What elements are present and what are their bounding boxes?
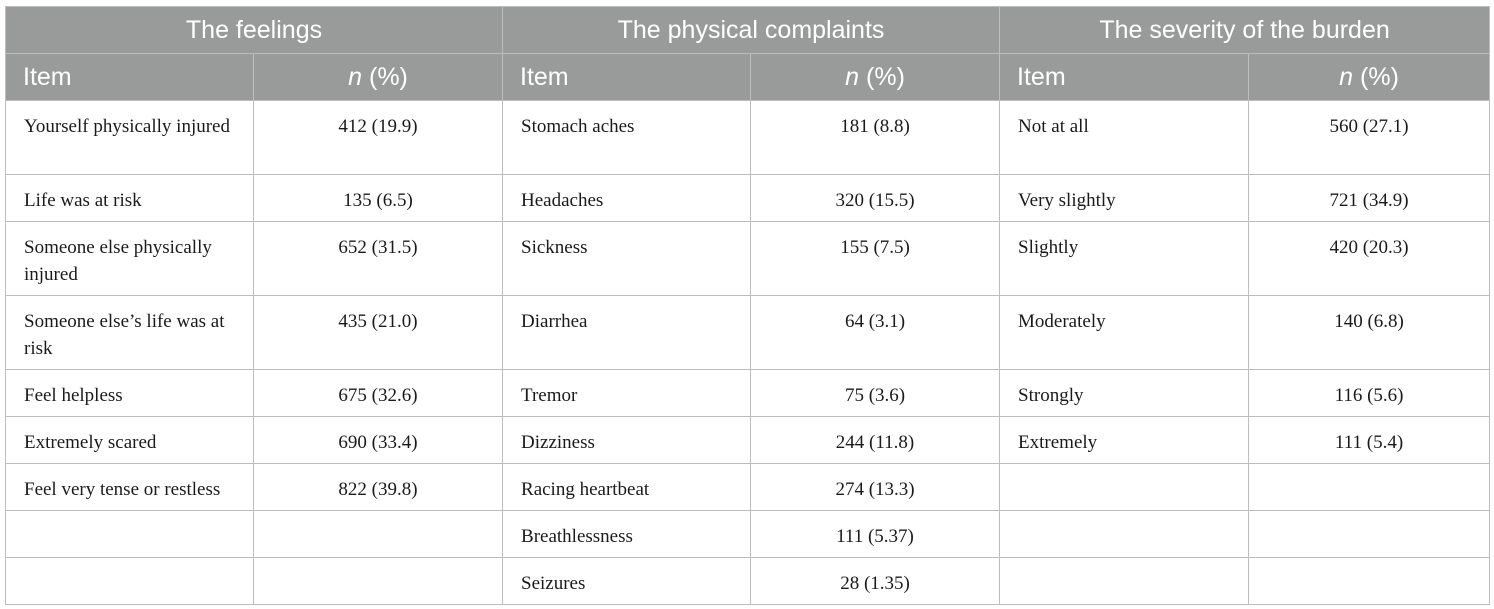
feelings-item-cell: Someone else physically injured: [6, 222, 254, 296]
feelings-n-cell: 675 (32.6): [254, 370, 503, 417]
table-row: [6, 101, 1490, 175]
table-row: [6, 511, 1490, 558]
complaints-item-cell: Stomach aches: [503, 101, 751, 175]
complaints-item-cell: Dizziness: [503, 417, 751, 464]
complaints-item-cell: Racing heartbeat: [503, 464, 751, 511]
feelings-item-cell: Feel very tense or restless: [6, 464, 254, 511]
severity-n-cell: [1249, 511, 1490, 558]
feelings-item-cell: [6, 511, 254, 558]
feelings-item-cell: Yourself physically injured: [6, 101, 254, 175]
complaints-item-cell: Headaches: [503, 175, 751, 222]
feelings-item-cell: Someone else’s life was at risk: [6, 296, 254, 370]
column-header-row: [6, 54, 1490, 101]
severity-n-cell: 420 (20.3): [1249, 222, 1490, 296]
column-header-pct: (%): [362, 62, 408, 91]
severity-n-cell: 116 (5.6): [1249, 370, 1490, 417]
column-header-n-pct: [1249, 54, 1490, 101]
group-header-feelings: The feelings: [6, 7, 503, 54]
feelings-item-cell: [6, 558, 254, 605]
complaints-n-cell: 75 (3.6): [751, 370, 1000, 417]
column-header-n-pct: [751, 54, 1000, 101]
severity-item-cell: [1000, 558, 1249, 605]
table-row: [6, 296, 1490, 370]
severity-n-cell: 140 (6.8): [1249, 296, 1490, 370]
severity-item-cell: Not at all: [1000, 101, 1249, 175]
severity-n-cell: 111 (5.4): [1249, 417, 1490, 464]
complaints-item-cell: Tremor: [503, 370, 751, 417]
complaints-item-cell: Diarrhea: [503, 296, 751, 370]
column-header-pct: (%): [1353, 62, 1399, 91]
complaints-item-cell: Seizures: [503, 558, 751, 605]
complaints-n-cell: 64 (3.1): [751, 296, 1000, 370]
severity-item-cell: Moderately: [1000, 296, 1249, 370]
feelings-item-cell: Feel helpless: [6, 370, 254, 417]
feelings-n-cell: 435 (21.0): [254, 296, 503, 370]
feelings-item-cell: Extremely scared: [6, 417, 254, 464]
severity-item-cell: [1000, 511, 1249, 558]
column-header-item: Item: [503, 54, 751, 101]
feelings-n-cell: 690 (33.4): [254, 417, 503, 464]
feelings-n-cell: [254, 558, 503, 605]
table-row: [6, 175, 1490, 222]
severity-n-cell: 721 (34.9): [1249, 175, 1490, 222]
feelings-n-cell: 412 (19.9): [254, 101, 503, 175]
severity-item-cell: Slightly: [1000, 222, 1249, 296]
table-row: [6, 370, 1490, 417]
severity-item-cell: Very slightly: [1000, 175, 1249, 222]
column-header-n: n: [845, 62, 860, 91]
column-header-n: n: [348, 62, 363, 91]
table-body: [6, 101, 1490, 605]
column-header-n-pct: [254, 54, 503, 101]
severity-n-cell: [1249, 558, 1490, 605]
complaints-n-cell: 320 (15.5): [751, 175, 1000, 222]
complaints-n-cell: 28 (1.35): [751, 558, 1000, 605]
feelings-n-cell: [254, 511, 503, 558]
complaints-n-cell: 155 (7.5): [751, 222, 1000, 296]
severity-item-cell: [1000, 464, 1249, 511]
feelings-item-cell: Life was at risk: [6, 175, 254, 222]
column-header-n: n: [1339, 62, 1354, 91]
table-row: [6, 417, 1490, 464]
group-header-severity: The severity of the burden: [1000, 7, 1490, 54]
feelings-n-cell: 135 (6.5): [254, 175, 503, 222]
complaints-n-cell: 181 (8.8): [751, 101, 1000, 175]
column-header-item: Item: [1000, 54, 1249, 101]
complaints-n-cell: 244 (11.8): [751, 417, 1000, 464]
feelings-n-cell: 822 (39.8): [254, 464, 503, 511]
complaints-n-cell: 274 (13.3): [751, 464, 1000, 511]
column-header-item: Item: [6, 54, 254, 101]
data-table: [5, 6, 1490, 605]
severity-item-cell: Extremely: [1000, 417, 1249, 464]
group-header-physical-complaints: The physical complaints: [503, 7, 1000, 54]
column-header-pct: (%): [859, 62, 905, 91]
severity-n-cell: [1249, 464, 1490, 511]
severity-n-cell: 560 (27.1): [1249, 101, 1490, 175]
group-header-row: [6, 7, 1490, 54]
complaints-n-cell: 111 (5.37): [751, 511, 1000, 558]
table-row: [6, 222, 1490, 296]
severity-item-cell: Strongly: [1000, 370, 1249, 417]
feelings-n-cell: 652 (31.5): [254, 222, 503, 296]
complaints-item-cell: Sickness: [503, 222, 751, 296]
table-row: [6, 558, 1490, 605]
table-row: [6, 464, 1490, 511]
complaints-item-cell: Breathlessness: [503, 511, 751, 558]
